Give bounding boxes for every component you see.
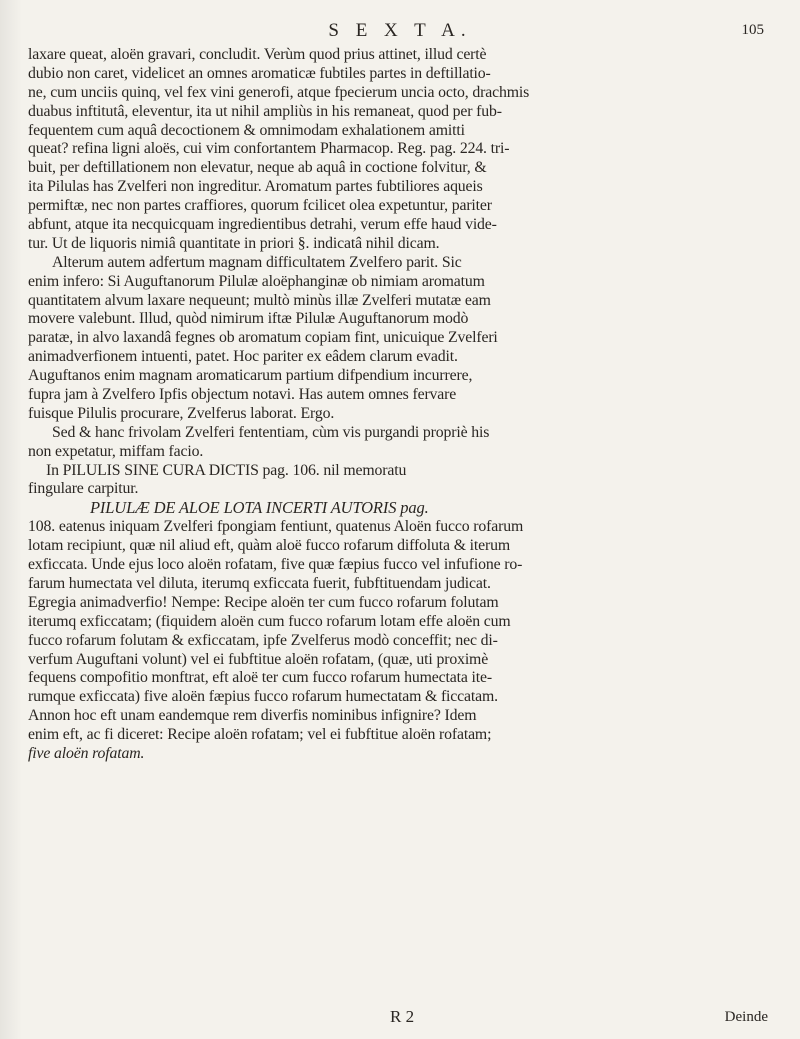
text-line: Annon hoc eft unam eandemque rem diverfis nominibus infignire? Idem <box>28 707 477 725</box>
text-line: dubio non caret, videlicet an omnes aromaticæ fubtiles partes in deftillatio- <box>28 64 491 82</box>
text-line: abfunt, atque ita necquicquam ingredientibus detrahi, verum effe haud vide- <box>28 216 497 234</box>
text-line: Auguftanos enim magnam aromaticarum partium difpendium incurrere, <box>28 367 473 385</box>
text-line: farum humectata vel diluta, iterumq exficcata fuerit, fubftituendam judicat. <box>28 574 491 592</box>
text-line: queat? refina ligni aloës, cui vim confortantem Pharmacop. Reg. pag. 224. tri- <box>28 140 510 158</box>
paragraph-start-line: Alterum autem adfertum magnam difficultatem Zvelfero parit. Sic <box>52 253 462 271</box>
text-line: paratæ, in alvo laxandâ fegnes ob aromatum copiam fint, unicuique Zvelferi <box>28 329 498 347</box>
paragraph-start-line: Sed & hanc frivolam Zvelferi fententiam, cùm vis purgandi propriè his <box>52 423 490 441</box>
page-body <box>28 46 776 764</box>
text-line: fupra jam à Zvelfero Ipfis objectum notavi. Has autem omnes fervare <box>28 386 457 404</box>
text-line: fuisque Pilulis procurare, Zvelferus laborat. Ergo. <box>28 404 335 422</box>
text-line: quantitatem alvum laxare nequeunt; multò minùs illæ Zvelferi mutatæ eam <box>28 291 491 309</box>
text-line: fequens compofitio monftrat, eft aloë ter cum fucco rofarum humectata ite- <box>28 669 492 687</box>
text-line: fucco rofarum folutam & exficcatam, ipfe Zvelferus modò conceffit; nec di- <box>28 631 498 649</box>
text-line: enim eft, ac fi diceret: Recipe aloën rofatam; vel ei fubftitue aloën rofatam; <box>28 726 492 744</box>
text-line: permiftæ, nec non partes craffiores, quorum fcilicet olea expetuntur, pariter <box>28 197 492 215</box>
text-line: enim infero: Si Auguftanorum Pilulæ aloëphanginæ ob nimiam aromatum <box>28 272 485 290</box>
text-line: 108. eatenus iniquam Zvelferi fpongiam fentiunt, quatenus Aloën fucco rofarum <box>28 518 524 536</box>
text-line: five aloën rofatam. <box>28 744 145 762</box>
text-line: animadverfionem intuenti, patet. Hoc pariter ex eâdem clarum evadit. <box>28 348 458 366</box>
text-line: lotam recipiunt, quæ nil aliud eft, quàm aloë fucco rofarum diffoluta & iterum <box>28 537 510 555</box>
text-line: duabus inftitutâ, eleventur, ita ut nihil ampliùs in his remaneat, quod per fub- <box>28 102 502 120</box>
text-line: exficcata. Unde ejus loco aloën rofatam, five quæ fæpius fucco vel infufione ro- <box>28 556 523 574</box>
text-line: fingulare carpitur. <box>28 480 139 498</box>
text-line: tur. Ut de liquoris nimiâ quantitate in priori §. indicatâ nihil dicam. <box>28 234 440 252</box>
page-gutter-shadow <box>0 0 22 1039</box>
text-line: movere valebunt. Illud, quòd nimirum iftæ Pilulæ Auguftanorum modò <box>28 310 469 328</box>
running-title: S E X T A. <box>328 20 472 41</box>
signature-mark: R 2 <box>390 1007 415 1026</box>
text-line: ita Pilulas has Zvelferi non ingreditur. Aromatum partes fubtiliores aqueis <box>28 178 483 196</box>
section-heading-line: In PILULIS SINE CURA DICTIS pag. 106. nil memoratu <box>46 461 407 479</box>
text-line: Egregia animadverfio! Nempe: Recipe aloën ter cum fucco rofarum folutam <box>28 593 499 611</box>
text-line: rumque exficcata) five aloën fæpius fucco rofarum humectatam & ficcatam. <box>28 688 498 706</box>
text-line: buit, per deftillationem non elevatur, neque ab aquâ in coctione folvitur, & <box>28 159 487 177</box>
text-line: laxare queat, aloën gravari, concludit. Verùm quod prius attinet, illud certè <box>28 46 487 63</box>
catchword: Deinde <box>724 1009 768 1025</box>
text-line: fequentem cum aquâ decoctionem & omnimodam exhalationem amitti <box>28 121 465 139</box>
text-line: non expetatur, miffam facio. <box>28 442 204 460</box>
page-footer <box>0 1007 800 1033</box>
text-line: ne, cum unciis quinq, vel fex vini generofi, atque fpecierum uncia octo, drachmis <box>28 83 530 101</box>
page-number: 105 <box>741 22 764 38</box>
section-heading-line: PILULÆ DE ALOE LOTA INCERTI AUTORIS pag. <box>90 499 429 518</box>
text-line: verfum Auguftani volunt) vel ei fubftitue aloën rofatam, (quæ, uti proximè <box>28 650 489 668</box>
text-line: iterumq exficcatam; (fiquidem aloën cum fucco rofarum lotam effe aloën cum <box>28 612 511 630</box>
